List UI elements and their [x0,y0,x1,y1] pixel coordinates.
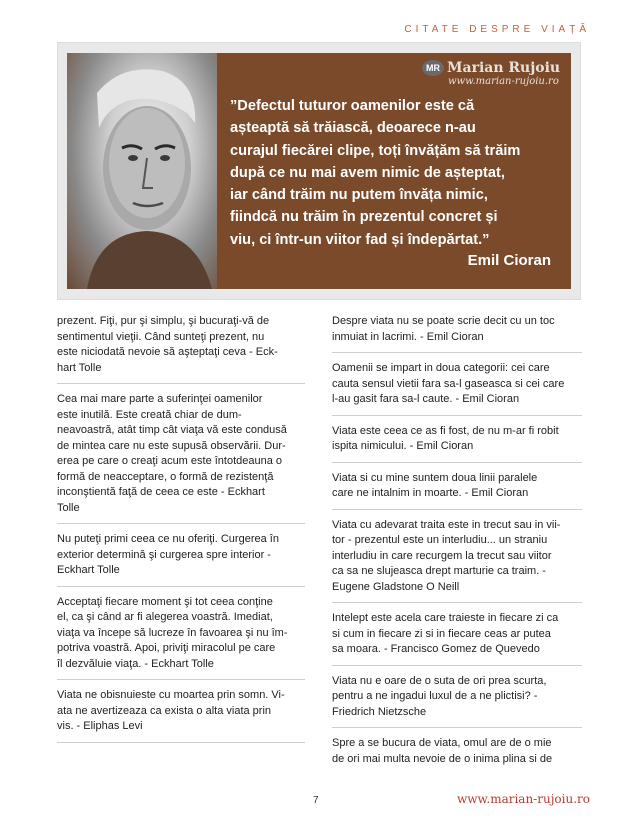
quote-entry [332,518,582,604]
text-line: Viata si cu mine suntem doua linii paralele [332,471,538,484]
quote-entry [57,595,305,681]
text-line: îl dezvăluie viaţa. - Eckhart Tolle [57,657,214,670]
text-line: sentimentul vieţii. Când sunteţi prezent, nu [57,330,265,343]
text-line: este niciodată nevoie să aşteptaţi ceva - Eck- [57,346,278,358]
text-line: el, ca şi când ar fi alegerea voastră. Imediat, [57,611,273,623]
quote-entry [332,674,582,729]
footer-website-link[interactable]: www.marian-rujoiu.ro [456,792,590,806]
quote-line: după ce nu mai avem nimic de așteptat, [230,164,505,181]
text-line: care ne intalnim in moarte. - Emil Cioran [332,487,529,499]
quote-line: fiindcă nu trăim în prezentul concret și [230,209,498,226]
text-line: ata ne avertizeaza ca exista o alta viata prin [57,704,272,717]
text-line: exterior determină şi curgerea spre interior - [57,548,271,561]
text-line: ispita nimicului. - Emil Cioran [332,440,474,452]
left-column [57,314,305,751]
text-line: Eckhart Tolle [57,564,120,576]
text-line: Cea mai mare parte a suferinţei oamenilor [57,393,263,405]
text-line: prezent. Fiţi, pur şi simplu, şi bucuraţi-vă de [57,315,270,327]
text-line: viaţa va începe să lucreze în favoarea şi nu îm- [57,626,288,639]
text-line: interludiu in care recurgem la trecut sau viitor [332,549,552,562]
text-line: tor - prezentul este un interludiu... un straniu [332,534,548,546]
text-line: hart Tolle [57,361,102,374]
text-line: Viata cu adevarat traita este in trecut sau in vii- [332,518,561,531]
quote-entry [332,736,582,774]
text-line: si cum in fiecare zi si in fiecare ceas ar putea [332,627,551,640]
brand-logo [422,59,560,87]
text-line: Viata nu e oare de o suta de ori prea scurta, [332,674,547,687]
text-line: Tolle [57,501,80,514]
quote-banner-frame [57,42,581,300]
quote-entry [57,532,305,587]
quote-line: viu, ci într-un viitor fad și îndepărtat.” [230,231,490,248]
logo-url: www.marian-rujoiu.ro [448,76,559,87]
text-line: potriva voastră. Apoi, priviţi miracolul pe care [57,642,276,654]
text-line: Acceptaţi fiecare moment şi tot ceea conţine [57,595,273,608]
quote-author: Emil Cioran [467,252,551,269]
text-line: este inutilă. Este creată chiar de dum- [57,408,242,421]
featured-quote [230,95,565,251]
text-line: cauta sensul vietii fara sa-l gaseasca si cei care [332,377,565,390]
text-line: Eugene Gladstone O Neill [332,580,460,593]
quote-banner [67,53,571,289]
right-column [332,314,582,782]
quote-entry [332,361,582,416]
logo-badge: MR [422,60,444,76]
page-number: 7 [313,795,319,806]
text-line: Oamenii se impart in doua categorii: cei care [332,362,550,374]
logo-name: Marian Rujoiu [447,59,561,76]
text-line: Viata ne obisnuieste cu moartea prin somn. Vi- [57,689,285,701]
text-line: Spre a se bucura de viata, omul are de o mie [332,737,552,749]
text-line: vis. - Eliphas Levi [57,720,143,732]
text-line: inmuiat in lacrimi. - Emil Cioran [332,330,484,343]
quote-entry [332,424,582,463]
quote-entry [57,392,305,524]
quote-entry [332,471,582,510]
author-portrait [67,53,217,289]
quote-entry [57,314,305,384]
text-line: erea pe care o creaţi acum este întotdeauna o [57,455,283,467]
text-line: sa moara. - Francisco Gomez de Quevedo [332,643,540,655]
text-line: de mintea care nu este supusă observării. Dur- [57,439,286,452]
quote-line: așteaptă să trăiască, deoarece n-au [230,120,476,137]
quote-line: iar când trăim nu putem învăța nimic, [230,187,488,204]
text-line: ca sa ne slujeasca drept marturie ca traim. - [332,565,546,577]
quote-entry [332,611,582,666]
text-line: Friedrich Nietzsche [332,705,427,718]
text-line: Intelept este acela care traieste in fiecare zi ca [332,612,559,624]
page-header-title: CITATE DESPRE VIAȚĂ [404,24,590,35]
quote-line: ”Defectul tuturor oamenilor este că [230,98,475,114]
quote-line: curajul fiecărei clipe, toți învățăm să trăim [230,142,521,159]
text-line: pentru a ne ingadui luxul de a ne plictisi? - [332,690,538,702]
quote-entry [57,688,305,743]
text-line: l-au gasit fara sa-l caute. - Emil Cioran [332,393,520,405]
quote-entry [332,314,582,353]
text-line: Nu puteţi primi ceea ce nu oferiţi. Curgerea în [57,533,279,545]
text-line: de ori mai multa nevoie de o inima plina si de [332,752,553,765]
text-line: Despre viata nu se poate scrie decit cu un toc [332,315,555,327]
text-line: inconştientă faţă de ceea ce este - Eckhart [57,486,265,498]
text-line: Viata este ceea ce as fi fost, de nu m-ar fi robit [332,424,559,437]
text-line: neavoastră, atât timp cât viaţa vă este condusă [57,424,287,436]
text-line: formă de neacceptare, o formă de rezistenţă [57,470,274,483]
